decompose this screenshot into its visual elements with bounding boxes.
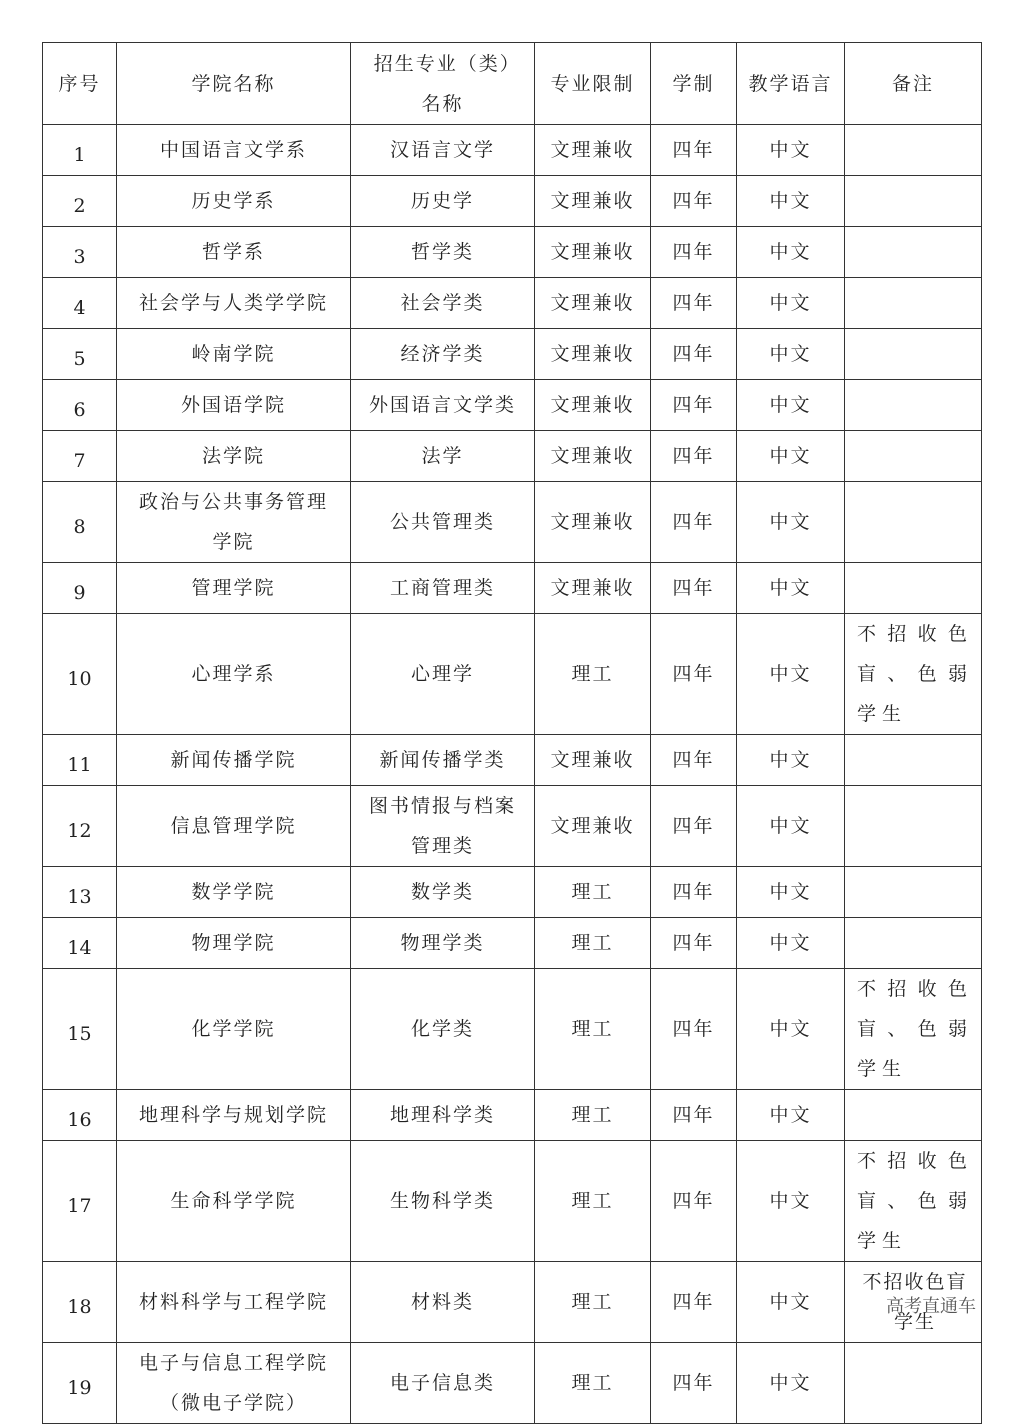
cell-college: 政治与公共事务管理学院 <box>117 482 351 563</box>
header-major: 招生专业（类）名称 <box>351 43 535 125</box>
cell-no: 12 <box>43 786 117 867</box>
cell-major: 物理学类 <box>351 918 535 969</box>
cell-note <box>845 329 982 380</box>
cell-limit: 理工 <box>535 1141 651 1262</box>
cell-duration: 四年 <box>651 867 737 918</box>
cell-limit: 文理兼收 <box>535 125 651 176</box>
cell-no: 7 <box>43 431 117 482</box>
cell-duration: 四年 <box>651 1090 737 1141</box>
cell-college: 心理学系 <box>117 614 351 735</box>
cell-major: 法学 <box>351 431 535 482</box>
cell-limit: 文理兼收 <box>535 482 651 563</box>
cell-no: 16 <box>43 1090 117 1141</box>
cell-major: 公共管理类 <box>351 482 535 563</box>
cell-limit: 文理兼收 <box>535 786 651 867</box>
cell-major: 工商管理类 <box>351 563 535 614</box>
admissions-table <box>42 42 982 1424</box>
cell-duration: 四年 <box>651 431 737 482</box>
cell-duration: 四年 <box>651 614 737 735</box>
table-row <box>43 125 982 176</box>
cell-no: 18 <box>43 1262 117 1343</box>
cell-no: 15 <box>43 969 117 1090</box>
cell-no: 10 <box>43 614 117 735</box>
cell-duration: 四年 <box>651 918 737 969</box>
cell-no: 14 <box>43 918 117 969</box>
cell-language: 中文 <box>737 431 845 482</box>
watermark-text: 高考直通车 <box>886 1296 976 1317</box>
cell-duration: 四年 <box>651 278 737 329</box>
cell-limit: 文理兼收 <box>535 735 651 786</box>
header-note: 备注 <box>845 43 982 125</box>
cell-note <box>845 125 982 176</box>
cell-limit: 理工 <box>535 1090 651 1141</box>
table-row <box>43 1343 982 1424</box>
cell-limit: 文理兼收 <box>535 278 651 329</box>
cell-no: 3 <box>43 227 117 278</box>
cell-language: 中文 <box>737 125 845 176</box>
cell-major: 新闻传播学类 <box>351 735 535 786</box>
cell-limit: 理工 <box>535 918 651 969</box>
header-row <box>43 43 982 125</box>
table-row <box>43 1090 982 1141</box>
cell-language: 中文 <box>737 969 845 1090</box>
table-row <box>43 278 982 329</box>
cell-note <box>845 431 982 482</box>
cell-major: 社会学类 <box>351 278 535 329</box>
cell-language: 中文 <box>737 1343 845 1424</box>
cell-language: 中文 <box>737 563 845 614</box>
cell-major: 材料类 <box>351 1262 535 1343</box>
cell-note <box>845 735 982 786</box>
cell-major: 化学类 <box>351 969 535 1090</box>
cell-duration: 四年 <box>651 380 737 431</box>
cell-major: 经济学类 <box>351 329 535 380</box>
cell-language: 中文 <box>737 735 845 786</box>
table-row <box>43 482 982 563</box>
cell-note <box>845 1343 982 1424</box>
cell-duration: 四年 <box>651 1343 737 1424</box>
cell-note <box>845 482 982 563</box>
cell-note <box>845 867 982 918</box>
cell-note: 不招收色盲、色弱学生 <box>845 969 982 1090</box>
cell-limit: 理工 <box>535 1262 651 1343</box>
cell-language: 中文 <box>737 1090 845 1141</box>
table-header <box>43 43 982 125</box>
cell-limit: 理工 <box>535 867 651 918</box>
cell-major: 汉语言文学 <box>351 125 535 176</box>
cell-college: 社会学与人类学学院 <box>117 278 351 329</box>
cell-no: 13 <box>43 867 117 918</box>
cell-note: 不招收色盲、色弱学生 <box>845 1141 982 1262</box>
cell-no: 17 <box>43 1141 117 1262</box>
cell-duration: 四年 <box>651 329 737 380</box>
cell-language: 中文 <box>737 1141 845 1262</box>
table-row <box>43 1262 982 1343</box>
cell-language: 中文 <box>737 482 845 563</box>
table-row <box>43 329 982 380</box>
cell-college: 历史学系 <box>117 176 351 227</box>
cell-no: 19 <box>43 1343 117 1424</box>
cell-college: 哲学系 <box>117 227 351 278</box>
cell-limit: 理工 <box>535 969 651 1090</box>
table-row <box>43 563 982 614</box>
cell-college: 中国语言文学系 <box>117 125 351 176</box>
cell-major: 图书情报与档案管理类 <box>351 786 535 867</box>
cell-college: 管理学院 <box>117 563 351 614</box>
table-row <box>43 918 982 969</box>
table-row <box>43 380 982 431</box>
cell-language: 中文 <box>737 227 845 278</box>
cell-college: 地理科学与规划学院 <box>117 1090 351 1141</box>
header-no: 序号 <box>43 43 117 125</box>
table-row <box>43 867 982 918</box>
cell-note <box>845 227 982 278</box>
cell-note: 不招收色盲、色弱学生 <box>845 614 982 735</box>
table-row <box>43 1141 982 1262</box>
cell-note <box>845 380 982 431</box>
cell-duration: 四年 <box>651 1141 737 1262</box>
cell-language: 中文 <box>737 614 845 735</box>
cell-major: 历史学 <box>351 176 535 227</box>
cell-no: 5 <box>43 329 117 380</box>
cell-no: 4 <box>43 278 117 329</box>
header-limit: 专业限制 <box>535 43 651 125</box>
cell-limit: 理工 <box>535 1343 651 1424</box>
cell-limit: 文理兼收 <box>535 176 651 227</box>
cell-duration: 四年 <box>651 563 737 614</box>
cell-language: 中文 <box>737 918 845 969</box>
cell-limit: 文理兼收 <box>535 227 651 278</box>
header-duration: 学制 <box>651 43 737 125</box>
cell-limit: 理工 <box>535 614 651 735</box>
cell-duration: 四年 <box>651 176 737 227</box>
cell-duration: 四年 <box>651 125 737 176</box>
table-row <box>43 176 982 227</box>
cell-college: 外国语学院 <box>117 380 351 431</box>
cell-no: 1 <box>43 125 117 176</box>
cell-limit: 文理兼收 <box>535 431 651 482</box>
table-row <box>43 786 982 867</box>
cell-note: 不招收色盲学生 <box>845 1262 982 1343</box>
cell-major: 地理科学类 <box>351 1090 535 1141</box>
cell-college: 法学院 <box>117 431 351 482</box>
cell-note <box>845 176 982 227</box>
table-row <box>43 735 982 786</box>
cell-note <box>845 1090 982 1141</box>
cell-note <box>845 563 982 614</box>
table-row <box>43 431 982 482</box>
cell-duration: 四年 <box>651 482 737 563</box>
cell-duration: 四年 <box>651 1262 737 1343</box>
cell-language: 中文 <box>737 278 845 329</box>
cell-language: 中文 <box>737 1262 845 1343</box>
cell-college: 新闻传播学院 <box>117 735 351 786</box>
cell-college: 数学学院 <box>117 867 351 918</box>
cell-note <box>845 786 982 867</box>
cell-no: 2 <box>43 176 117 227</box>
cell-language: 中文 <box>737 380 845 431</box>
cell-duration: 四年 <box>651 969 737 1090</box>
table-row <box>43 227 982 278</box>
cell-no: 6 <box>43 380 117 431</box>
cell-no: 11 <box>43 735 117 786</box>
cell-note <box>845 918 982 969</box>
cell-college: 物理学院 <box>117 918 351 969</box>
cell-duration: 四年 <box>651 735 737 786</box>
cell-college: 信息管理学院 <box>117 786 351 867</box>
cell-major: 电子信息类 <box>351 1343 535 1424</box>
cell-language: 中文 <box>737 176 845 227</box>
cell-limit: 文理兼收 <box>535 563 651 614</box>
cell-language: 中文 <box>737 786 845 867</box>
cell-duration: 四年 <box>651 227 737 278</box>
cell-limit: 文理兼收 <box>535 380 651 431</box>
cell-college: 电子与信息工程学院（微电子学院） <box>117 1343 351 1424</box>
cell-no: 9 <box>43 563 117 614</box>
cell-college: 材料科学与工程学院 <box>117 1262 351 1343</box>
cell-duration: 四年 <box>651 786 737 867</box>
header-college: 学院名称 <box>117 43 351 125</box>
cell-language: 中文 <box>737 867 845 918</box>
header-language: 教学语言 <box>737 43 845 125</box>
cell-college: 化学学院 <box>117 969 351 1090</box>
cell-major: 心理学 <box>351 614 535 735</box>
table-body <box>43 125 982 1424</box>
cell-major: 生物科学类 <box>351 1141 535 1262</box>
table-row <box>43 614 982 735</box>
table-row <box>43 969 982 1090</box>
cell-no: 8 <box>43 482 117 563</box>
cell-college: 岭南学院 <box>117 329 351 380</box>
cell-major: 数学类 <box>351 867 535 918</box>
cell-language: 中文 <box>737 329 845 380</box>
cell-major: 外国语言文学类 <box>351 380 535 431</box>
cell-note <box>845 278 982 329</box>
cell-college: 生命科学学院 <box>117 1141 351 1262</box>
cell-major: 哲学类 <box>351 227 535 278</box>
cell-limit: 文理兼收 <box>535 329 651 380</box>
